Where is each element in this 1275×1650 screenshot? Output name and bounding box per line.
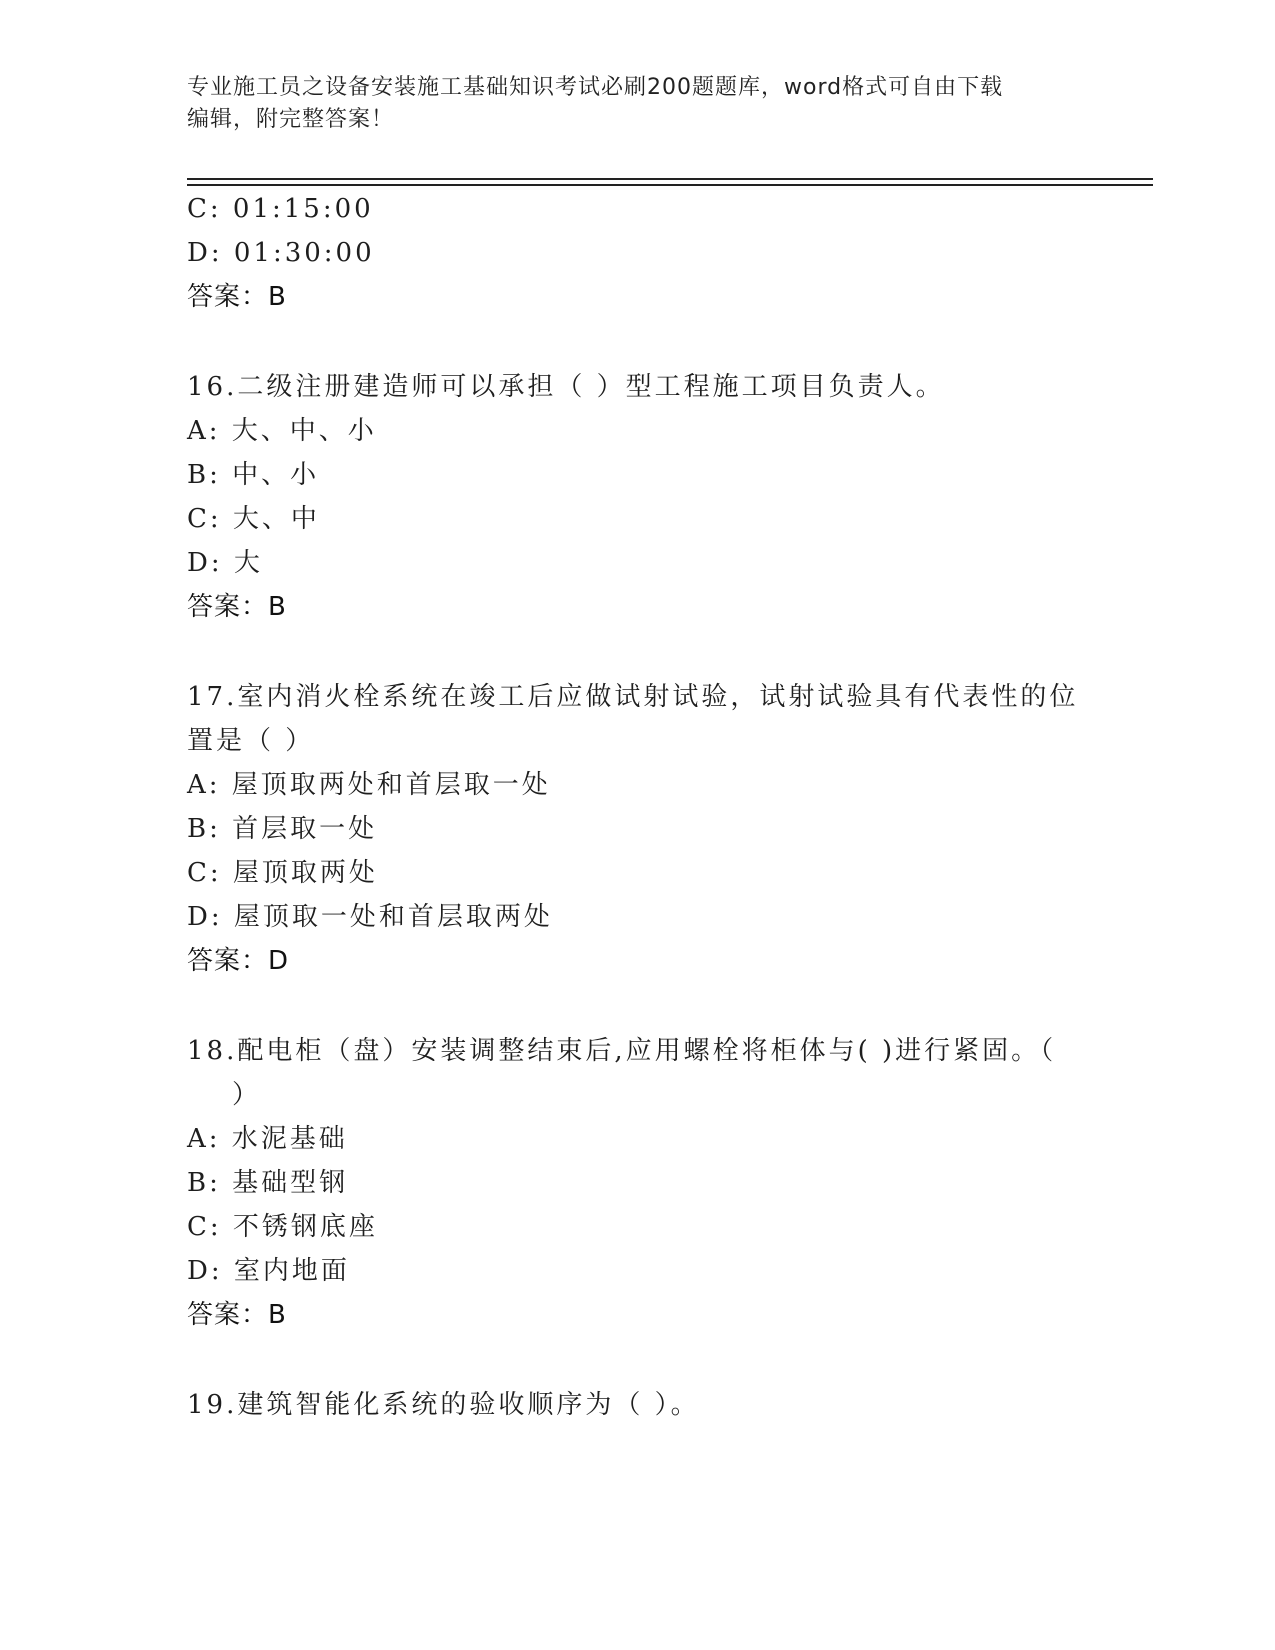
header-title-line-2: 编辑，附完整答案！ bbox=[187, 107, 395, 132]
question-18-option-c: C: 不锈钢底座 bbox=[187, 1212, 378, 1242]
question-18-stem-line-1: 18.配电柜（盘）安装调整结束后,应用螺栓将柜体与( )进行紧固。（ bbox=[187, 1036, 1057, 1066]
header-divider-bottom bbox=[187, 184, 1153, 186]
prev-option-d: D: 01:30:00 bbox=[187, 238, 375, 268]
question-18-answer: 答案：B bbox=[187, 1300, 287, 1330]
question-17-stem-line-2: 置是（ ） bbox=[187, 726, 315, 756]
document-header bbox=[187, 72, 1087, 136]
question-17-option-d: D: 屋顶取一处和首层取两处 bbox=[187, 902, 553, 932]
prev-answer: 答案：B bbox=[187, 282, 287, 312]
question-17-option-c: C: 屋顶取两处 bbox=[187, 858, 378, 888]
header-divider-top bbox=[187, 178, 1153, 180]
question-16-option-a: A: 大、中、小 bbox=[187, 416, 377, 446]
question-17-answer: 答案：D bbox=[187, 946, 290, 976]
question-18-option-a: A: 水泥基础 bbox=[187, 1124, 348, 1154]
header-title-line-1: 专业施工员之设备安装施工基础知识考试必刷200题题库，word格式可自由下载 bbox=[187, 75, 1004, 100]
question-16-option-b: B: 中、小 bbox=[187, 460, 320, 490]
question-19-stem: 19.建筑智能化系统的验收顺序为（ ）。 bbox=[187, 1390, 700, 1420]
question-16-option-d: D: 大 bbox=[187, 548, 263, 578]
question-18-stem-line-2: ） bbox=[232, 1080, 262, 1110]
question-16-option-c: C: 大、中 bbox=[187, 504, 320, 534]
question-16-stem: 16.二级注册建造师可以承担（ ）型工程施工项目负责人。 bbox=[187, 372, 945, 402]
question-17-option-b: B: 首层取一处 bbox=[187, 814, 378, 844]
question-17-stem-line-1: 17.室内消火栓系统在竣工后应做试射试验，试射试验具有代表性的位 bbox=[187, 682, 1079, 712]
prev-option-c: C: 01:15:00 bbox=[187, 194, 374, 224]
question-18-option-d: D: 室内地面 bbox=[187, 1256, 350, 1286]
question-17-option-a: A: 屋顶取两处和首层取一处 bbox=[187, 770, 551, 800]
question-18-option-b: B: 基础型钢 bbox=[187, 1168, 349, 1198]
question-16-answer: 答案：B bbox=[187, 592, 287, 622]
